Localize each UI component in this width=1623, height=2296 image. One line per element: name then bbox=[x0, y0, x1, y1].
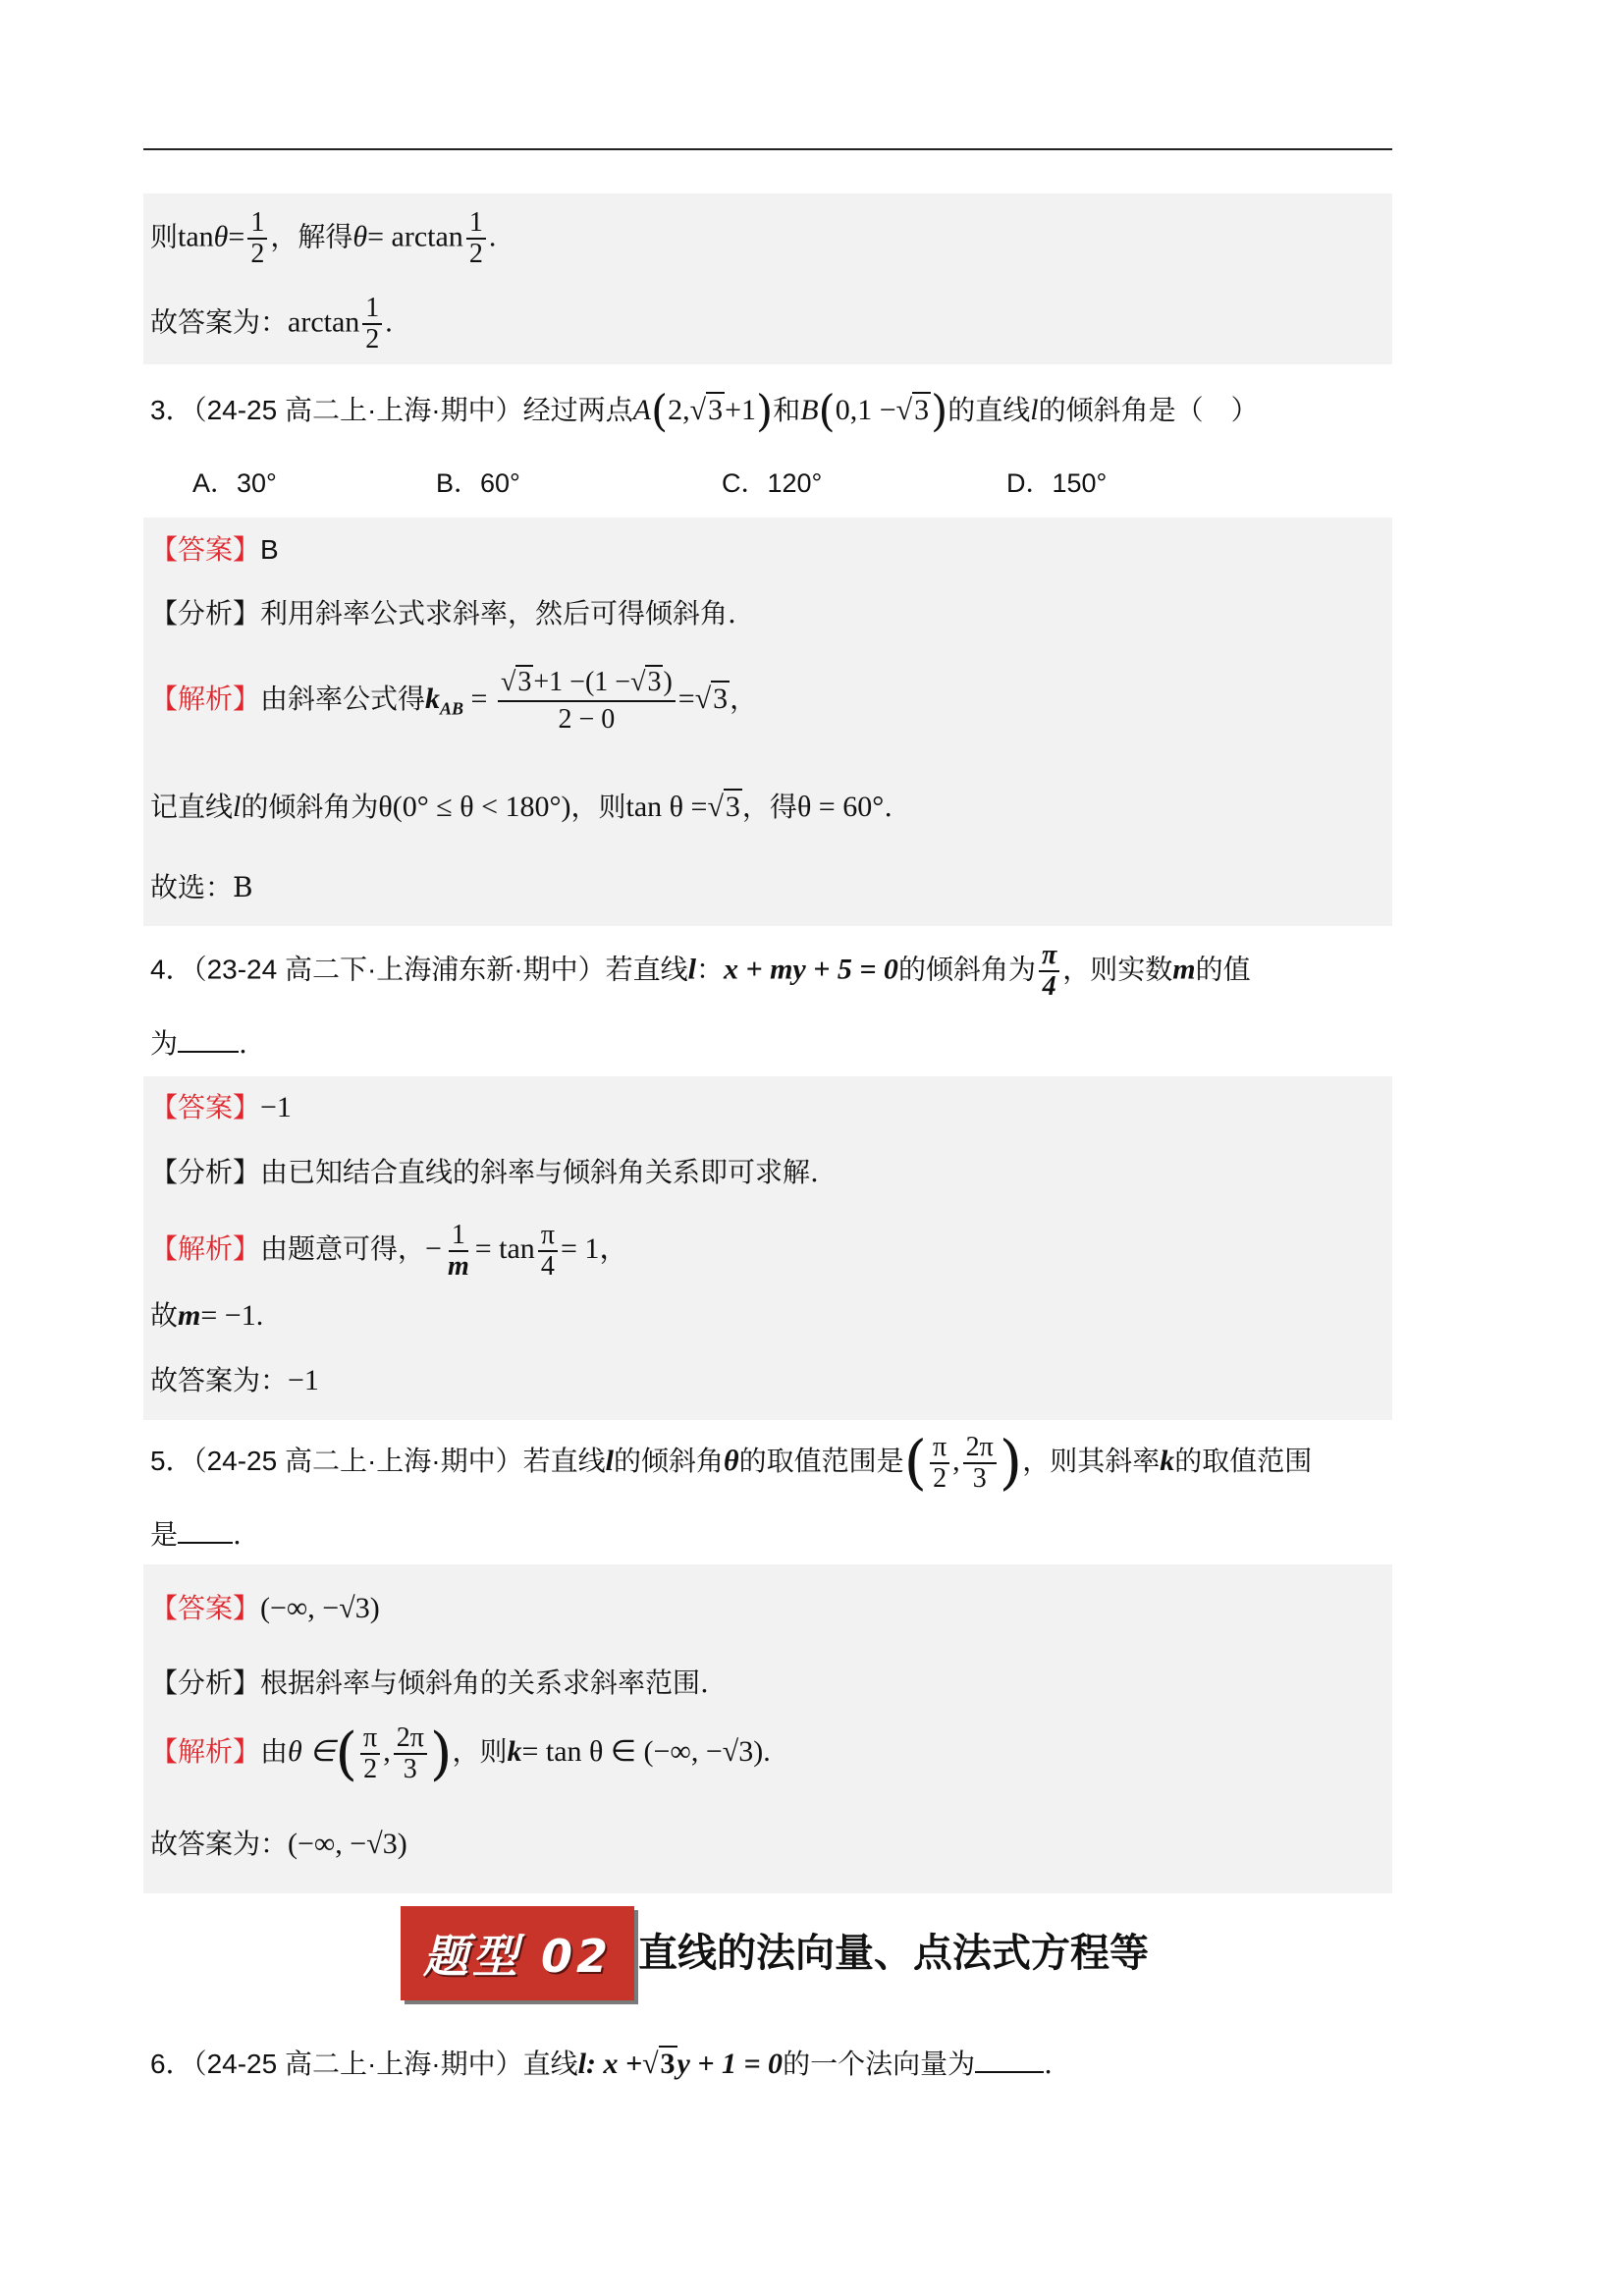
solution-tag: 【解析】 bbox=[150, 683, 261, 715]
answer-value: (−∞, −√3) bbox=[260, 1592, 380, 1624]
text: 是 bbox=[150, 1518, 179, 1551]
answer-tag: 【答案】 bbox=[150, 533, 261, 566]
q3-option-a bbox=[192, 464, 277, 503]
text: ，得 bbox=[741, 791, 797, 823]
sqrt-radicand: 3 bbox=[713, 683, 729, 715]
math: +1 bbox=[725, 394, 757, 426]
text: 直线 bbox=[522, 2048, 578, 2080]
text: 若直线 bbox=[522, 1445, 606, 1477]
frac-den: 2 bbox=[468, 239, 483, 269]
text: ， bbox=[730, 683, 758, 715]
analysis-text: 利用斜率公式求斜率，然后可得倾斜角. bbox=[260, 597, 736, 629]
answer-blank[interactable] bbox=[178, 1029, 239, 1053]
text: ： bbox=[695, 953, 724, 986]
text: . bbox=[385, 305, 393, 339]
fraction-2pi-3 bbox=[963, 1433, 997, 1494]
text: 故 bbox=[150, 1299, 179, 1332]
text: 的倾斜角 bbox=[613, 1445, 724, 1477]
analysis-tag: 【分析】 bbox=[150, 1667, 261, 1699]
q5-stem: 5．（24-25 高二上·上海·期中）若直线l的倾斜角θ的取值范围是( $\frac{\pi}{2}$ , $\frac{2\pi}{3}$ )，则其斜率k的取值范围 bbox=[150, 1428, 1313, 1498]
text: ，则 bbox=[570, 791, 626, 823]
math-theta: θ bbox=[352, 220, 368, 253]
paren: ) bbox=[999, 1428, 1023, 1498]
math-k-sub: AB bbox=[440, 698, 464, 719]
math-tan: tan θ = bbox=[625, 791, 708, 823]
sqrt-radicand: 3 bbox=[725, 791, 740, 823]
sqrt-radicand: 3 bbox=[517, 666, 532, 697]
math-theta: θ bbox=[213, 220, 229, 253]
option-label: D． bbox=[1006, 468, 1053, 498]
math: = tan θ ∈ (−∞, −√3). bbox=[521, 1735, 771, 1768]
math-l: l bbox=[233, 791, 242, 823]
solution-tag: 【解析】 bbox=[150, 1735, 261, 1768]
math-equation: x + my + 5 = 0 bbox=[724, 953, 898, 986]
q3-note bbox=[150, 788, 893, 827]
math-sqrt: √3 bbox=[689, 394, 724, 426]
math-m: m bbox=[178, 1299, 201, 1332]
analysis-tag: 【分析】 bbox=[150, 597, 261, 629]
math-eq: = bbox=[677, 683, 695, 715]
analysis-text: 由已知结合直线的斜率与倾斜角关系即可求解. bbox=[260, 1156, 819, 1188]
q4-so bbox=[150, 1296, 263, 1336]
section-badge-text: 题型 02 bbox=[422, 1930, 613, 1983]
text: 的取值范围是 bbox=[738, 1445, 904, 1477]
question-source: （24-25 高二上·上海·期中） bbox=[192, 395, 523, 425]
answer-tag: 【答案】 bbox=[150, 1592, 261, 1624]
sqrt-radicand: 3 bbox=[914, 394, 930, 426]
q5-answer bbox=[150, 1589, 380, 1628]
text: ，则实数 bbox=[1062, 953, 1173, 986]
text: 的倾斜角为 bbox=[241, 791, 379, 823]
math-arctan: arctan bbox=[288, 305, 360, 339]
q3-analysis bbox=[150, 594, 736, 633]
option-text: 150° bbox=[1052, 468, 1108, 498]
math-sqrt: √3 bbox=[895, 394, 930, 426]
question-source: （24-25 高二上·上海·期中） bbox=[192, 2049, 523, 2079]
text: 和 bbox=[773, 394, 801, 426]
text: ，则 bbox=[452, 1735, 508, 1768]
frac-den: 2 bbox=[933, 1462, 947, 1494]
analysis-tag: 【分析】 bbox=[150, 1156, 261, 1188]
question-source: （24-25 高二上·上海·期中） bbox=[192, 1446, 523, 1476]
question-number: 4． bbox=[150, 954, 193, 985]
answer-value: −1 bbox=[260, 1091, 292, 1123]
text: . bbox=[239, 1027, 247, 1060]
paren: ) bbox=[429, 1720, 453, 1787]
frac-den: 3 bbox=[972, 1462, 987, 1494]
math-equation: y + 1 = 0 bbox=[676, 2048, 784, 2080]
sqrt-radicand: 3 bbox=[660, 2048, 676, 2080]
section-title: 直线的法向量、点法式方程等 bbox=[638, 1931, 1149, 1976]
frac-num: π bbox=[538, 1221, 558, 1252]
text: 故答案为： bbox=[150, 305, 289, 339]
math-eq: = bbox=[463, 683, 495, 715]
text: . bbox=[884, 791, 893, 823]
option-text: 60° bbox=[480, 468, 520, 498]
text: . bbox=[233, 1518, 242, 1551]
answer-blank[interactable] bbox=[178, 1520, 233, 1544]
fraction-1-m bbox=[445, 1221, 472, 1282]
frac-num: 1 bbox=[449, 1221, 468, 1252]
frac-num: 2π bbox=[963, 1433, 997, 1464]
text: 由斜率公式得 bbox=[260, 683, 426, 715]
paren: ( bbox=[903, 1428, 928, 1498]
option-label: A． bbox=[192, 468, 238, 498]
frac-den: 2 − 0 bbox=[558, 703, 616, 735]
paren: ( bbox=[335, 1720, 358, 1787]
math: = −1. bbox=[200, 1299, 264, 1332]
q3-option-b bbox=[436, 464, 520, 503]
q3-answer bbox=[150, 530, 279, 570]
text: 的取值范围 bbox=[1174, 1445, 1313, 1477]
final-value: −1 bbox=[288, 1364, 319, 1396]
math-k: k bbox=[1160, 1445, 1175, 1477]
text: 经过两点 bbox=[522, 394, 633, 426]
q5-solution: 【解析】由θ ∈( $\frac{\pi}{2}$ , $\frac{2\pi}{3}$ )，则k= tan θ ∈ (−∞, −√3). bbox=[150, 1720, 771, 1787]
text: 记直线 bbox=[150, 791, 234, 823]
text: 故答案为： bbox=[150, 1828, 289, 1860]
math-minus: − bbox=[425, 1232, 442, 1265]
q4-stem bbox=[150, 941, 1251, 1002]
fraction-slope bbox=[498, 665, 676, 738]
q5-stem-cont bbox=[150, 1515, 242, 1555]
math-point-a: A bbox=[632, 394, 651, 426]
solution-tag: 【解析】 bbox=[150, 1232, 261, 1265]
frac-num: π bbox=[360, 1723, 380, 1755]
fraction-pi-2 bbox=[930, 1433, 949, 1494]
text: 由题意可得， bbox=[260, 1232, 426, 1265]
question-number: 3． bbox=[150, 395, 193, 425]
q3-choose bbox=[150, 868, 253, 907]
sqrt-radicand: 3 bbox=[708, 394, 724, 426]
choose-text: 故选：B bbox=[150, 871, 253, 903]
text: 的一个法向量为 bbox=[783, 2048, 976, 2080]
math-k: k bbox=[425, 683, 441, 715]
text: 的倾斜角是（ ） bbox=[1038, 394, 1259, 426]
math-arctan: = arctan bbox=[367, 220, 463, 253]
frac-den: 2 bbox=[363, 1753, 378, 1784]
frac-num: √3+1 −(1 −√3) bbox=[498, 665, 676, 702]
frac-den: 2 bbox=[365, 324, 380, 355]
math: 2, bbox=[668, 394, 690, 426]
frac-den: 3 bbox=[403, 1753, 417, 1784]
fraction-2pi-3 bbox=[394, 1723, 427, 1784]
math-eq: = bbox=[228, 220, 245, 253]
q4-final bbox=[150, 1361, 319, 1400]
frac-num: π bbox=[1039, 941, 1059, 972]
option-label: B． bbox=[436, 468, 481, 498]
text: ，则其斜率 bbox=[1022, 1445, 1161, 1477]
q2-line-2 bbox=[150, 294, 393, 355]
math-tan: = tan bbox=[474, 1232, 535, 1265]
math-point-b: B bbox=[800, 394, 819, 426]
option-label: C． bbox=[722, 468, 768, 498]
frac-num: 1 bbox=[466, 208, 486, 240]
q4-analysis bbox=[150, 1153, 819, 1192]
paren: ( bbox=[650, 386, 669, 437]
q6-stem bbox=[150, 2041, 1053, 2088]
frac-num: 1 bbox=[247, 208, 267, 240]
text: 的值 bbox=[1195, 953, 1251, 986]
q4-answer bbox=[150, 1088, 292, 1127]
analysis-text: 根据斜率与倾斜角的关系求斜率范围. bbox=[260, 1667, 709, 1699]
text: 故答案为： bbox=[150, 1364, 289, 1396]
fraction-half bbox=[362, 294, 382, 355]
frac-den: 4 bbox=[540, 1250, 555, 1282]
answer-blank[interactable] bbox=[975, 2050, 1044, 2073]
question-number: 6． bbox=[150, 2049, 193, 2079]
fraction-pi-2 bbox=[360, 1723, 380, 1784]
math-l: l bbox=[577, 2048, 586, 2080]
math-sqrt: √3 bbox=[642, 2048, 676, 2080]
q3-option-d bbox=[1006, 464, 1107, 503]
header-rule bbox=[143, 148, 1392, 150]
fraction-pi-4 bbox=[538, 1221, 558, 1282]
math-range: θ(0° ≤ θ < 180°) bbox=[378, 791, 571, 823]
frac-den: m bbox=[447, 1250, 469, 1282]
frac-den: 4 bbox=[1042, 971, 1056, 1002]
answer-value: B bbox=[260, 534, 279, 565]
frac-num: 1 bbox=[362, 294, 382, 325]
text: 若直线 bbox=[605, 953, 688, 986]
q4-stem-cont bbox=[150, 1024, 247, 1064]
q2-line-1 bbox=[150, 208, 496, 269]
math: 0,1 − bbox=[835, 394, 896, 426]
question-source: （23-24 高二下·上海浦东新·期中） bbox=[192, 954, 606, 985]
math-sqrt: √3 bbox=[707, 791, 740, 823]
fraction-half bbox=[247, 208, 267, 269]
paren: ) bbox=[756, 386, 774, 437]
q4-solution bbox=[150, 1218, 628, 1282]
math: = 1， bbox=[560, 1232, 629, 1265]
math-tan: tan bbox=[178, 220, 214, 253]
math-theta-in: θ ∈ bbox=[288, 1735, 336, 1768]
text: 为 bbox=[150, 1027, 179, 1060]
fraction-pi-4 bbox=[1039, 941, 1059, 1002]
math-result: θ = 60° bbox=[796, 791, 885, 823]
option-text: 30° bbox=[237, 468, 277, 498]
q3-stem bbox=[150, 386, 1259, 437]
q5-final bbox=[150, 1825, 407, 1864]
option-text: 120° bbox=[767, 468, 823, 498]
answer-tag: 【答案】 bbox=[150, 1091, 261, 1123]
q5-analysis bbox=[150, 1664, 709, 1703]
math-theta: θ bbox=[724, 1445, 739, 1477]
section-badge bbox=[401, 1906, 634, 2000]
fraction-half bbox=[466, 208, 486, 269]
question-number: 5． bbox=[150, 1446, 193, 1476]
sqrt-radicand: 3 bbox=[647, 666, 662, 697]
frac-den: 2 bbox=[250, 239, 265, 269]
frac-num: 2π bbox=[394, 1723, 427, 1755]
math-sqrt: √3 bbox=[694, 683, 729, 715]
text: . bbox=[488, 220, 497, 253]
paren: ( bbox=[818, 386, 836, 437]
text: 则 bbox=[150, 220, 179, 253]
q3-solution bbox=[150, 662, 757, 746]
text: . bbox=[1044, 2048, 1053, 2080]
math: 1 − bbox=[594, 666, 631, 697]
math-equation: : x + bbox=[585, 2048, 643, 2080]
math-m: m bbox=[1172, 953, 1196, 986]
text: 由 bbox=[260, 1735, 289, 1768]
frac-num: π bbox=[930, 1433, 949, 1464]
math: +1 − bbox=[533, 666, 585, 697]
final-value: (−∞, −√3) bbox=[288, 1828, 407, 1860]
text: 的直线 bbox=[947, 394, 1031, 426]
math-l: l bbox=[605, 1445, 614, 1477]
paren: ) bbox=[931, 386, 948, 437]
math-k: k bbox=[507, 1735, 522, 1768]
text: 的倾斜角为 bbox=[897, 953, 1036, 986]
q3-option-c bbox=[722, 464, 822, 503]
math-l: l bbox=[1030, 394, 1039, 426]
math-l: l bbox=[687, 953, 696, 986]
text: ，解得 bbox=[270, 220, 353, 253]
